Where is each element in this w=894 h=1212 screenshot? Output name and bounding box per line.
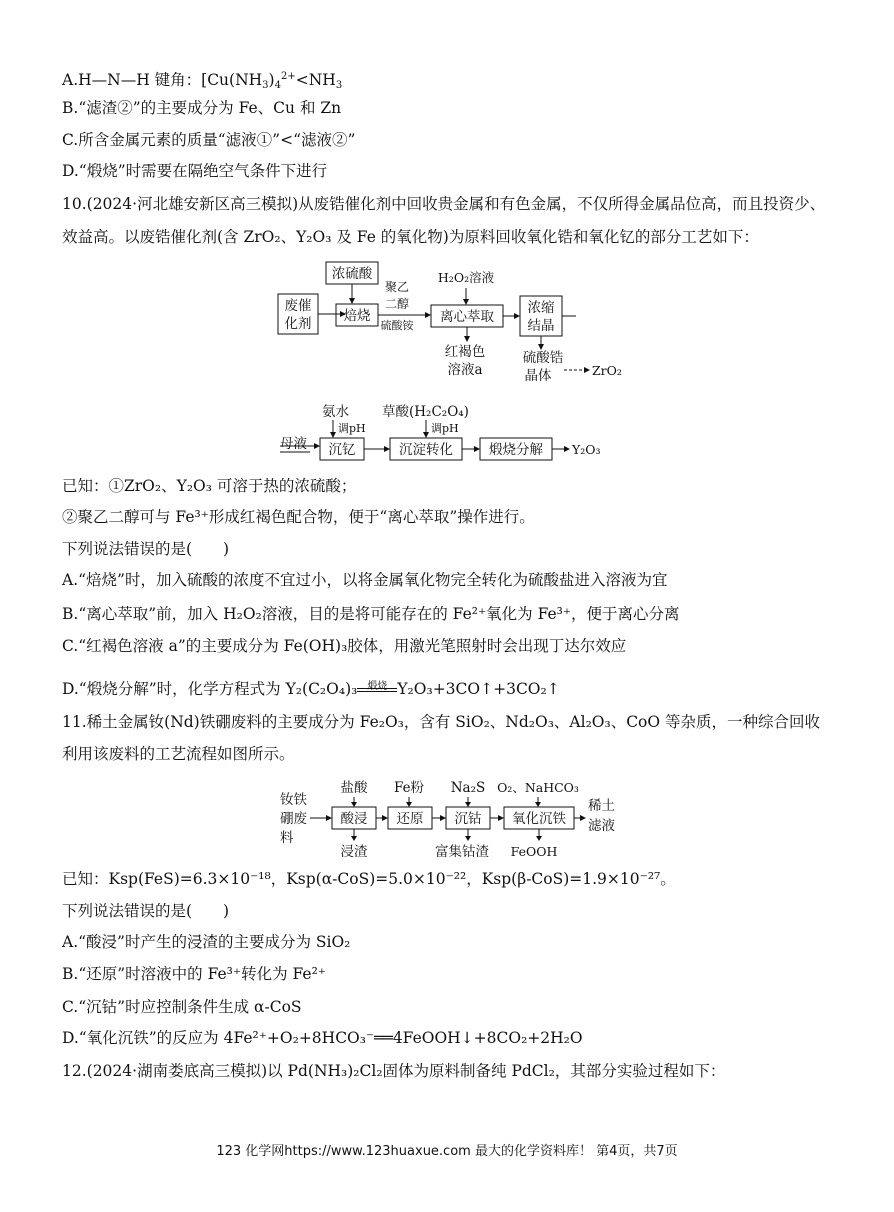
svg-text:沉淀转化: 沉淀转化 (399, 442, 453, 458)
q11-option-c: C.“沉钴”时应控制条件生成 α-CoS (62, 998, 302, 1016)
q11-question: 下列说法错误的是( ) (62, 902, 230, 920)
q10-known-2: ②聚乙二醇可与 Fe³⁺形成红褐色配合物，便于“离心萃取”操作进行。 (62, 508, 535, 526)
svg-text:O₂、NaHCO₃: O₂、NaHCO₃ (497, 780, 579, 795)
svg-text:焙烧: 焙烧 (343, 308, 371, 324)
svg-text:聚乙: 聚乙 (384, 280, 410, 294)
q9-option-b: B.“滤渣②”的主要成分为 Fe、Cu 和 Zn (62, 99, 342, 117)
svg-text:草酸(H₂C₂O₄): 草酸(H₂C₂O₄) (382, 404, 469, 420)
q10-stem-line2: 效益高。以废锆催化剂(含 ZrO₂、Y₂O₃ 及 Fe 的氧化物)为原料回收氧化锆和氧化钇的部分工艺如下： (62, 228, 759, 246)
svg-text:晶体: 晶体 (524, 368, 552, 384)
svg-text:硫酸锆: 硫酸锆 (522, 350, 564, 366)
q10-option-d: D.“煅烧分解”时，化学方程式为 Y₂(C₂O₄)₃ 煅烧 Y₂O₃+3CO↑+3CO₂↑ (62, 680, 560, 698)
svg-text:滤液: 滤液 (588, 818, 615, 834)
svg-text:氨水: 氨水 (322, 404, 349, 420)
q11-option-b: B.“还原”时溶液中的 Fe³⁺转化为 Fe²⁺ (62, 965, 326, 983)
q9-option-d: D.“煅烧”时需要在隔绝空气条件下进行 (62, 162, 328, 180)
svg-text:煅烧分解: 煅烧分解 (489, 442, 543, 458)
svg-text:氧化沉铁: 氧化沉铁 (512, 811, 566, 827)
svg-text:Na₂S: Na₂S (450, 780, 486, 796)
q10-stem-line1: 10.(2024·河北雄安新区高三模拟)从废锆催化剂中回收贵金属和有色金属，不仅所得金属品位高，而且投资少、 (62, 195, 826, 213)
svg-text:母液: 母液 (280, 436, 307, 452)
svg-text:Y₂O₃: Y₂O₃ (572, 442, 601, 457)
q10-question: 下列说法错误的是( ) (62, 540, 230, 558)
svg-text:离心萃取: 离心萃取 (440, 309, 494, 325)
q11-known: 已知：Ksp(FeS)=6.3×10⁻¹⁸，Ksp(α-CoS)=5.0×10⁻²²，Ksp(β-CoS)=1.9×10⁻²⁷。 (62, 870, 676, 888)
q12-stem: 12.(2024·湖南娄底高三模拟)以 Pd(NH₃)₂Cl₂固体为原料制备纯 PdCl₂，其部分实验过程如下： (62, 1062, 726, 1080)
svg-text:二醇: 二醇 (384, 297, 410, 311)
page-footer: 123 化学网https://www.123huaxue.com 最大的化学资料库！ 第4页，共7页 (216, 1144, 678, 1159)
q11-stem-line1: 11.稀土金属钕(Nd)铁硼废料的主要成分为 Fe₂O₃，含有 SiO₂、Nd₂O₃、Al₂O₃、CoO 等杂质，一种综合回收 (62, 713, 821, 731)
svg-text:浸渣: 浸渣 (340, 844, 368, 860)
svg-text:溶液a: 溶液a (447, 362, 483, 378)
svg-text:ZrO₂: ZrO₂ (592, 363, 622, 378)
feed-line1: 废催 (284, 298, 312, 314)
reaction-condition: 煅烧 (367, 681, 388, 692)
svg-text:沉钴: 沉钴 (454, 811, 482, 827)
q9-option-a: A.H—N—H 键角：[$Cu(NH_3)_4^{2+}<NH_3$ (62, 71, 343, 91)
svg-text:调pH: 调pH (431, 422, 459, 435)
q10-flowchart-1 (270, 258, 630, 388)
q11-option-a: A.“酸浸”时产生的浸渣的主要成分为 SiO₂ (62, 933, 351, 951)
svg-text:沉钇: 沉钇 (328, 442, 356, 458)
svg-text:红褐色: 红褐色 (444, 344, 486, 360)
q9-option-c: C.所含金属元素的质量“滤液①”<“滤液②” (62, 131, 356, 149)
svg-text:硫酸铵: 硫酸铵 (380, 319, 414, 332)
svg-text:稀土: 稀土 (588, 798, 615, 814)
svg-text:FeOOH: FeOOH (510, 844, 558, 859)
svg-text:钕铁: 钕铁 (280, 792, 307, 808)
svg-text:H₂O₂溶液: H₂O₂溶液 (437, 270, 495, 285)
svg-text:料: 料 (280, 830, 294, 846)
svg-text:浓硫酸: 浓硫酸 (331, 266, 373, 282)
q10-option-a: A.“焙烧”时，加入硫酸的浓度不宜过小，以将金属氧化物完全转化为硫酸盐进入溶液为宜 (62, 571, 668, 589)
q10-option-c: C.“红褐色溶液 a”的主要成分为 Fe(OH)₃胶体，用激光笔照射时会出现丁达尔效应 (62, 637, 627, 655)
svg-text:酸浸: 酸浸 (340, 811, 368, 827)
svg-text:调pH: 调pH (338, 422, 366, 435)
q10-option-b: B.“离心萃取”前，加入 H₂O₂溶液，目的是将可能存在的 Fe²⁺氧化为 Fe³⁺，便于离心分离 (62, 605, 680, 623)
feed-line2: 化剂 (284, 316, 312, 332)
svg-text:还原: 还原 (396, 811, 424, 827)
q11-flowchart (276, 776, 626, 868)
svg-text:盐酸: 盐酸 (340, 780, 368, 796)
svg-text:硼废: 硼废 (280, 811, 307, 827)
svg-text:Fe粉: Fe粉 (393, 780, 425, 796)
q10-flowchart-2 (278, 400, 618, 466)
q10-known-1: 已知：①ZrO₂、Y₂O₃ 可溶于热的浓硫酸； (62, 477, 357, 495)
q11-option-d: D.“氧化沉铁”的反应为 4Fe²⁺+O₂+8HCO₃⁻══4FeOOH↓+8CO₂+2H₂O (62, 1029, 583, 1047)
svg-text:浓缩: 浓缩 (527, 300, 555, 316)
svg-text:结晶: 结晶 (527, 318, 555, 334)
q11-stem-line2: 利用该废料的工艺流程如图所示。 (62, 745, 295, 763)
svg-text:富集钴渣: 富集钴渣 (435, 844, 489, 860)
